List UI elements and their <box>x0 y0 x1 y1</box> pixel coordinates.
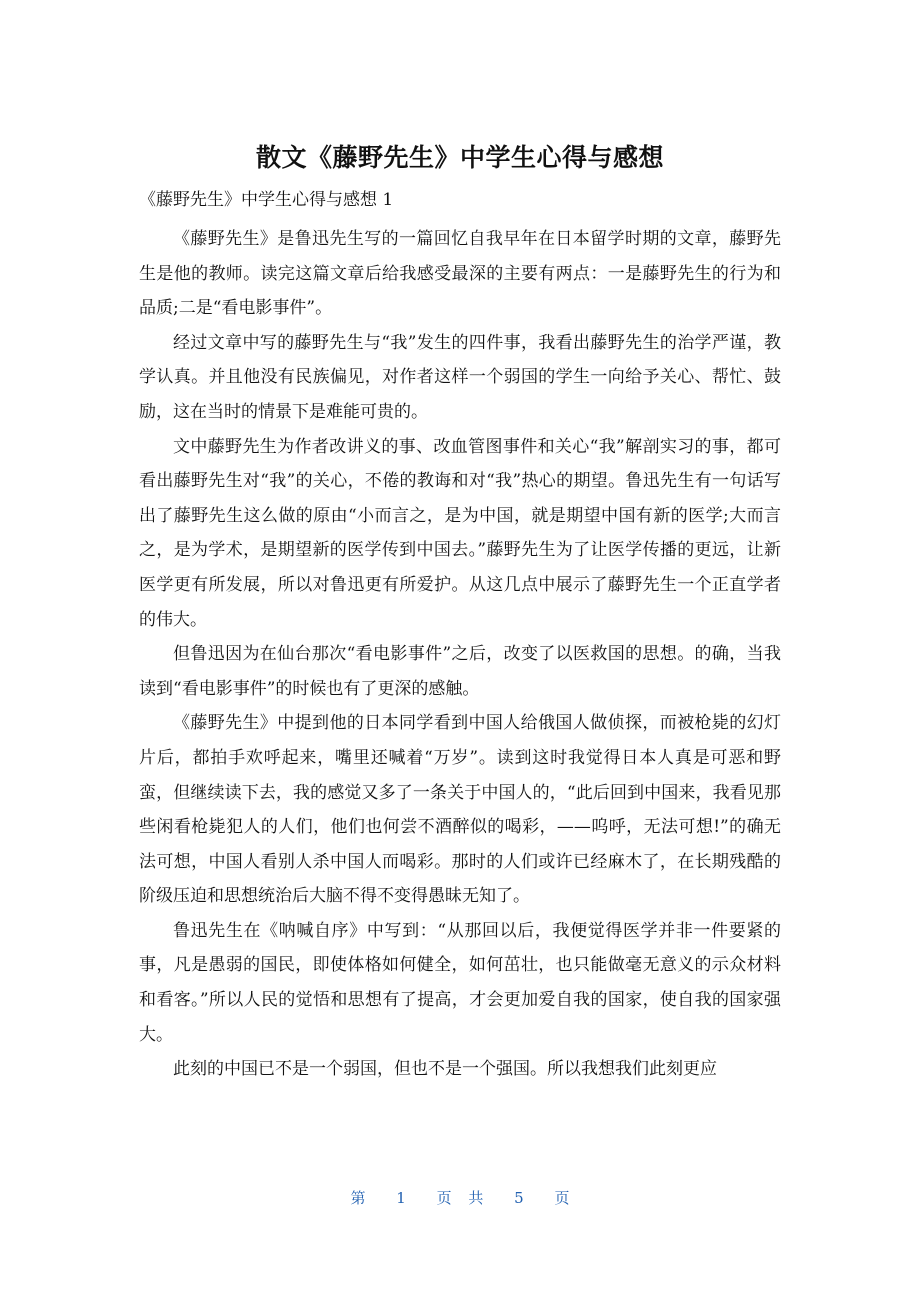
paragraph-3: 文中藤野先生为作者改讲义的事、改血管图事件和关心“我”解剖实习的事，都可看出藤野先生对“我”的关心，不倦的教诲和对“我”热心的期望。鲁迅先生有一句话写出了藤野先生这么做的原由“小而言之，是为中国，就是期望中国有新的医学;大而言之，是为学术，是期望新的医学传到中国去。”藤野先生为了让医学传播的更远，让新医学更有所发展，所以对鲁迅更有所爱护。从这几点中展示了藤野先生一个正直学者的伟大。 <box>139 436 781 630</box>
page-footer <box>0 1186 920 1210</box>
footer-suffix: 页 <box>554 1189 570 1207</box>
paragraph-2: 经过文章中写的藤野先生与“我”发生的四件事，我看出藤野先生的治学严谨，教学认真。并且他没有民族偏见，对作者这样一个弱国的学生一向给予关心、帮忙、鼓励，这在当时的情景下是难能可贵的。 <box>139 332 781 422</box>
footer-prefix: 第 <box>350 1189 366 1207</box>
footer-total-pages: 5 <box>514 1189 524 1207</box>
paragraph-5: 《藤野先生》中提到他的日本同学看到中国人给俄国人做侦探，而被枪毙的幻灯片后，都拍手欢呼起来，嘴里还喊着“万岁”。读到这时我觉得日本人真是可恶和野蛮，但继续读下去，我的感觉又多了一条关于中国人的，“此后回到中国来，我看见那些闲看枪毙犯人的人们，他们也何尝不酒醉似的喝彩，——呜呼，无法可想!”的确无法可想，中国人看别人杀中国人而喝彩。那时的人们或许已经麻木了，在长期残酷的阶级压迫和思想统治后大脑不得不变得愚昧无知了。 <box>139 713 781 907</box>
document-body <box>139 222 781 1087</box>
paragraph-1: 《藤野先生》是鲁迅先生写的一篇回忆自我早年在日本留学时期的文章，藤野先生是他的教师。读完这篇文章后给我感受最深的主要有两点：一是藤野先生的行为和品质;二是“看电影事件”。 <box>139 229 781 319</box>
paragraph-6: 鲁迅先生在《呐喊自序》中写到：“从那回以后，我便觉得医学并非一件要紧的事，凡是愚弱的国民，即使体格如何健全，如何茁壮，也只能做毫无意义的示众材料和看客。”所以人民的觉悟和思想有了提高，才会更加爱自我的国家，使自我的国家强大。 <box>139 920 781 1045</box>
paragraph-7: 此刻的中国已不是一个弱国，但也不是一个强国。所以我想我们此刻更应 <box>173 1059 717 1080</box>
section-heading: 《藤野先生》中学生心得与感想 1 <box>139 190 394 210</box>
footer-page-number: 1 <box>396 1189 406 1207</box>
footer-middle: 页 共 <box>436 1189 484 1207</box>
paragraph-4: 但鲁迅因为在仙台那次“看电影事件”之后，改变了以医救国的思想。的确，当我读到“看电影事件”的时候也有了更深的感触。 <box>139 644 781 699</box>
document-title: 散文《藤野先生》中学生心得与感想 <box>255 143 664 172</box>
